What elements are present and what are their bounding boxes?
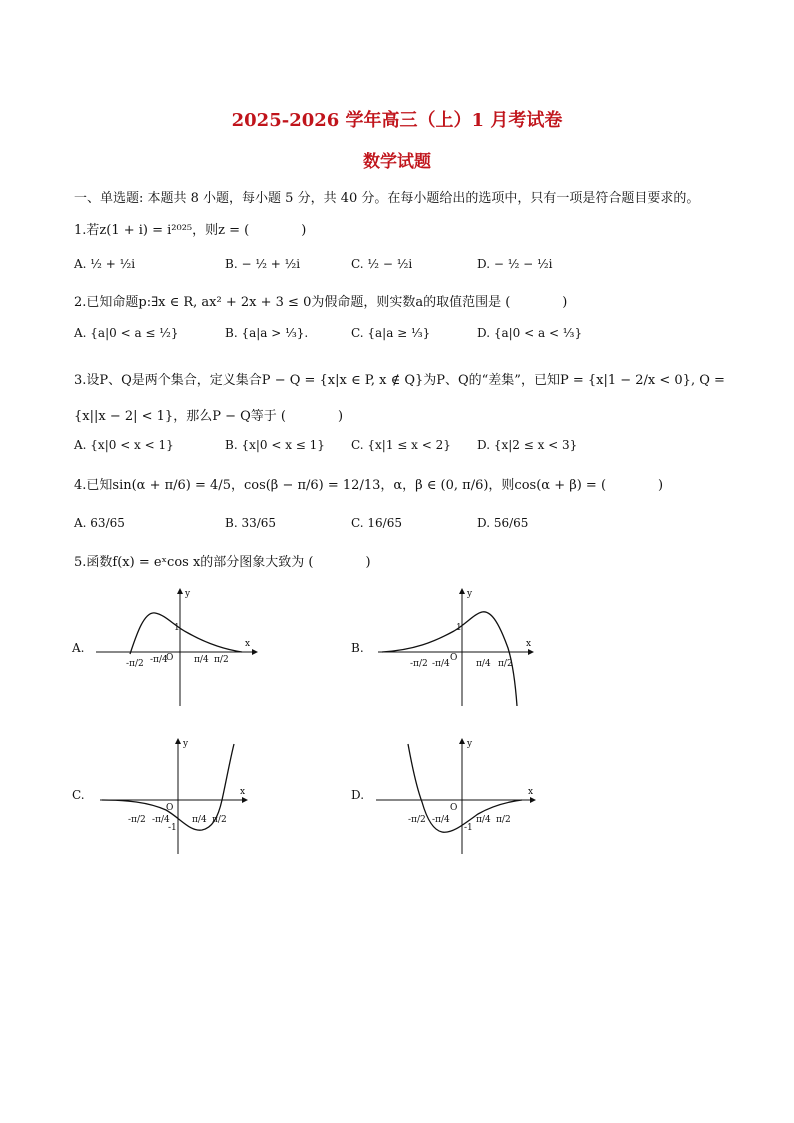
graph-a-tick-pi-2: π/2 [214, 655, 229, 665]
graph-d-y-label: y [467, 739, 473, 749]
q4-option-b: B. 33/65 [225, 516, 277, 530]
graph-c-tick-pi-2: π/2 [212, 815, 227, 825]
question-4-stem: 4.已知sin(α + π/6) = 4/5，cos(β − π/6) = 12/13，α，β ∈ (0, π/6)，则cos(α + β) = ( ) [74, 478, 664, 493]
question-2-stem: 2.已知命题p:∃x ∈ R, ax² + 2x + 3 ≤ 0为假命题，则实数a的取值范围是 ( ) [74, 295, 568, 310]
graph-b-x-label: x [526, 639, 532, 649]
exam-title: 2025-2026 学年高三（上）1 月考试卷 [231, 110, 563, 131]
q4-option-a: A. 63/65 [74, 516, 125, 530]
graph-d-x-label: x [528, 787, 534, 797]
graph-d-neg-one: -1 [464, 823, 473, 833]
question-1-stem: 1.若z(1 + i) = i²⁰²⁵，则z = ( ) [74, 223, 307, 238]
exam-subtitle: 数学试题 [363, 152, 431, 172]
question-3-stem-cont: {x||x − 2| < 1}，那么P − Q等于 ( ) [74, 409, 344, 424]
q2-option-b: B. {a|a > ⅓}. [225, 326, 309, 340]
graph-c-origin: O [166, 803, 174, 813]
graph-b [374, 586, 544, 708]
question-3-stem: 3.设P、Q是两个集合，定义集合P − Q = {x|x ∈ P, x ∉ Q}为P、Q的“差集”，已知P = {x|1 − 2/x < 0}, Q = [74, 373, 725, 388]
q5-option-c-label: C. [72, 788, 85, 802]
graph-d-tick-neg-pi-4: -π/4 [432, 815, 450, 825]
q5-option-d-label: D. [351, 788, 365, 802]
q2-option-d: D. {a|0 < a < ⅓} [477, 326, 583, 340]
graph-a [92, 586, 262, 708]
graph-c-tick-neg-pi-2: -π/2 [128, 815, 146, 825]
graph-b-tick-pi-2: π/2 [498, 659, 513, 669]
graph-c-neg-one: -1 [168, 823, 177, 833]
graph-a-tick-neg-pi-4: -π/4 [150, 655, 168, 665]
section-heading: 一、单选题: 本题共 8 小题，每小题 5 分，共 40 分。在每小题给出的选项中，只有一项是符合题目要求的。 [74, 191, 700, 206]
graph-b-tick-neg-pi-2: -π/2 [410, 659, 428, 669]
graph-d-tick-neg-pi-2: -π/2 [408, 815, 426, 825]
q1-option-a: A. ½ + ½i [74, 257, 136, 271]
q3-option-d: D. {x|2 ≤ x < 3} [477, 438, 578, 452]
q3-option-b: B. {x|0 < x ≤ 1} [225, 438, 325, 452]
q2-option-a: A. {a|0 < a ≤ ½} [74, 326, 179, 340]
graph-c [96, 736, 256, 858]
graph-b-origin: O [450, 653, 458, 663]
q5-option-a-label: A. [72, 641, 85, 655]
graph-a-x-label: x [245, 639, 251, 649]
q5-option-b-label: B. [351, 641, 364, 655]
graph-b-tick-neg-pi-4: -π/4 [432, 659, 450, 669]
graph-c-tick-pi-4: π/4 [192, 815, 207, 825]
graph-b-one: 1 [456, 623, 462, 633]
graph-d-tick-pi-2: π/2 [496, 815, 511, 825]
q1-option-d: D. − ½ − ½i [477, 257, 553, 271]
q4-option-d: D. 56/65 [477, 516, 529, 530]
question-5-stem: 5.函数f(x) = eˣcos x的部分图象大致为 ( ) [74, 555, 371, 570]
graph-a-y-label: y [185, 589, 191, 599]
q1-option-c: C. ½ − ½i [351, 257, 413, 271]
graph-c-y-label: y [183, 739, 189, 749]
graph-b-y-label: y [467, 589, 473, 599]
graph-c-x-label: x [240, 787, 246, 797]
q3-option-a: A. {x|0 < x < 1} [74, 438, 174, 452]
graph-d-origin: O [450, 803, 458, 813]
graph-b-tick-pi-4: π/4 [476, 659, 491, 669]
graph-a-tick-neg-pi-2: -π/2 [126, 659, 144, 669]
graph-a-tick-pi-4: π/4 [194, 655, 209, 665]
graph-d [372, 736, 542, 858]
q3-option-c: C. {x|1 ≤ x < 2} [351, 438, 451, 452]
graph-a-origin: O [166, 653, 174, 663]
q2-option-c: C. {a|a ≥ ⅓} [351, 326, 431, 340]
graph-c-tick-neg-pi-4: -π/4 [152, 815, 170, 825]
graph-a-one: 1 [174, 623, 180, 633]
q1-option-b: B. − ½ + ½i [225, 257, 301, 271]
graph-d-tick-pi-4: π/4 [476, 815, 491, 825]
q4-option-c: C. 16/65 [351, 516, 402, 530]
